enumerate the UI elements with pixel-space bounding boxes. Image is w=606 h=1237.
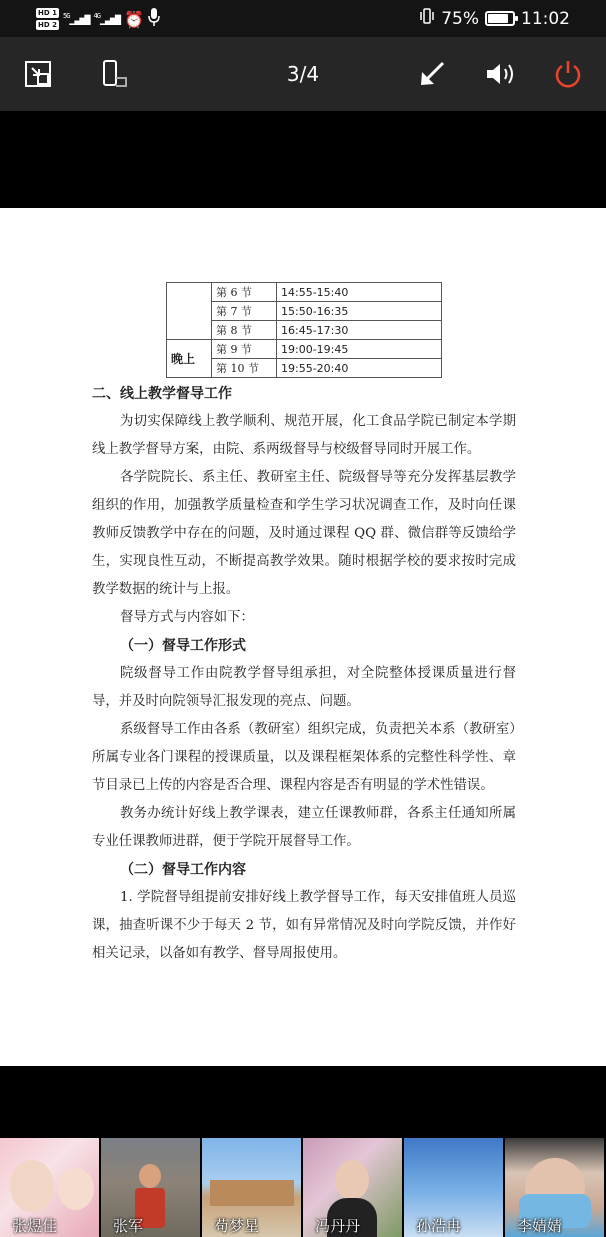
minimize-window-icon <box>24 60 52 88</box>
letterbox-top <box>0 111 606 208</box>
time-cell: 15:50-16:35 <box>277 302 442 321</box>
letterbox-bottom <box>0 1066 606 1138</box>
participant-name: 张军 <box>113 1217 144 1235</box>
paragraph: 1. 学院督导组提前安排好线上教学督导工作，每天安排值班人员巡课，抽查听课不少于每天 2 节，如有异常情况及时向学院反馈，并作好相关记录，以备如有教学、督导周报使用。 <box>92 890 516 961</box>
time-cell: 19:00-19:45 <box>277 340 442 359</box>
shared-document-page <box>0 208 606 1066</box>
page-indicator: 3/4 <box>286 62 320 86</box>
paragraph: 院级督导工作由院教学督导组承担，对全院整体授课质量进行督导，并及时向院领导汇报发现的亮点、问题。 <box>92 666 516 709</box>
hd1-badge: HD 1 <box>38 9 57 17</box>
table-row <box>167 283 442 302</box>
signal-5g-indicator: $^{5G}$▁▃▅▇ <box>62 12 90 26</box>
avatar <box>10 1160 54 1212</box>
period-cell: 晚上 <box>167 340 212 378</box>
slot-cell: 第 6 节 <box>212 283 277 302</box>
participant-name: 冯丹丹 <box>315 1217 361 1235</box>
participant-tile[interactable] <box>404 1138 503 1237</box>
period-cell <box>167 283 212 340</box>
time-cell: 19:55-20:40 <box>277 359 442 378</box>
rotate-screen-icon <box>98 60 130 88</box>
status-bar <box>0 0 606 37</box>
battery-icon <box>485 11 515 26</box>
participant-tile[interactable] <box>202 1138 301 1237</box>
participant-tile[interactable] <box>0 1138 99 1237</box>
time-cell: 14:55-15:40 <box>277 283 442 302</box>
slot-cell: 第 8 节 <box>212 321 277 340</box>
document-body <box>92 380 516 968</box>
paragraph: 教务办统计好线上教学课表，建立任课教师群，各系主任通知所属专业任课教师进群，便于学院开展督导工作。 <box>92 806 516 849</box>
alarm-icon: ⏰ <box>124 9 144 29</box>
avatar <box>139 1164 161 1188</box>
signal-4g-indicator: $^{4G}$▁▃▅▇ <box>93 12 121 26</box>
slot-cell: 第 10 节 <box>212 359 277 378</box>
pointer-arrow-icon <box>418 60 446 88</box>
vibrate-icon <box>419 8 435 29</box>
paragraph: 系级督导工作由各系（教研室）组织完成，负责把关本系（教研室）所属专业各门课程的授课质量，以及课程框架体系的完整性科学性、章节目录已上传的内容是否合理、课程内容是否有明显的学术性错误。 <box>92 722 516 793</box>
section-heading: 二、线上教学督导工作 <box>92 386 232 402</box>
participant-name: 苟梦星 <box>214 1217 260 1235</box>
subsection-heading: （一）督导工作形式 <box>120 638 246 654</box>
rotate-screen-button[interactable] <box>90 37 138 111</box>
avatar <box>58 1168 94 1210</box>
paragraph: 为切实保障线上教学顺利、规范开展，化工食品学院已制定本学期线上教学督导方案，由院、系两级督导与校级督导同时开展工作。 <box>92 414 516 457</box>
slot-cell: 第 7 节 <box>212 302 277 321</box>
microphone-icon <box>148 8 160 30</box>
hd2-badge: HD 2 <box>38 21 57 29</box>
pointer-button[interactable] <box>408 37 456 111</box>
paragraph: 督导方式与内容如下： <box>120 610 254 625</box>
participant-name: 李婧婧 <box>517 1217 563 1235</box>
participant-strip <box>0 1138 606 1237</box>
participant-tile[interactable] <box>101 1138 200 1237</box>
speaker-icon <box>484 60 520 88</box>
battery-percent: 75% <box>441 8 479 29</box>
table-row <box>167 340 442 359</box>
slot-cell: 第 9 节 <box>212 340 277 359</box>
time-cell: 16:45-17:30 <box>277 321 442 340</box>
status-left <box>36 3 160 35</box>
avatar <box>335 1160 369 1200</box>
paragraph: 各学院院长、系主任、教研室主任、院级督导等充分发挥基层教学组织的作用，加强教学质量检查和学生学习状况调查工作，及时向任课教师反馈教学中存在的问题，及时通过课程 QQ 群、微信群等反馈给学生，实现良性互动，不断提高教学效果。随时根据学校的要求按时完成教学数据的统计与上报。 <box>92 470 516 597</box>
hd-badges <box>36 8 59 30</box>
clock: 11:02 <box>521 8 570 29</box>
screen-share-toolbar <box>0 37 606 111</box>
participant-tile[interactable] <box>505 1138 604 1237</box>
participant-name: 孙浩冉 <box>416 1217 462 1235</box>
power-icon <box>553 59 583 89</box>
class-schedule-table <box>166 282 442 378</box>
volume-button[interactable] <box>478 37 526 111</box>
minimize-window-button[interactable] <box>14 37 62 111</box>
participant-name: 张煜佳 <box>12 1217 58 1235</box>
participant-tile[interactable] <box>303 1138 402 1237</box>
end-share-button[interactable] <box>544 37 592 111</box>
subsection-heading: （二）督导工作内容 <box>120 862 246 878</box>
status-right <box>419 0 570 37</box>
building-photo <box>210 1180 294 1206</box>
